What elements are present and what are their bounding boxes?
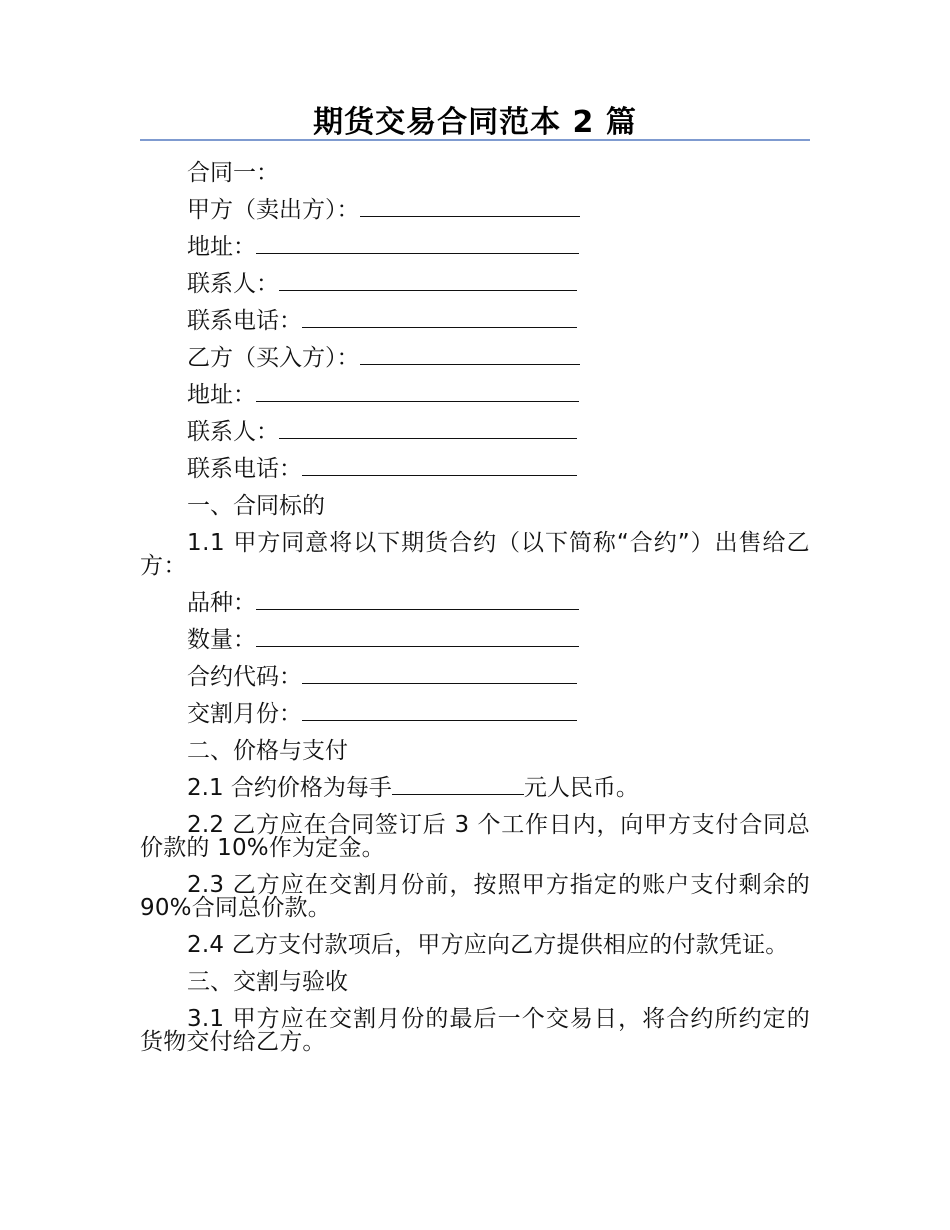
- party-b-contact-line: [140, 414, 810, 451]
- price-blank: [392, 772, 524, 795]
- party-b-label: 乙方（买入方）：: [187, 345, 360, 371]
- party-a-contact-label: 联系人：: [187, 271, 279, 297]
- clause-2-1-prefix: 2.1 合约价格为每手: [187, 775, 392, 801]
- party-a-address-line: [140, 229, 810, 266]
- party-b-address-blank: [256, 379, 579, 402]
- section2-heading: 二、价格与支付: [187, 738, 348, 764]
- quantity-label: 数量：: [187, 627, 256, 653]
- party-b-blank: [360, 342, 580, 365]
- party-a-blank: [360, 194, 580, 217]
- clause-2-1: [140, 770, 810, 807]
- party-a-contact-line: [140, 266, 810, 303]
- party-b-address-line: [140, 377, 810, 414]
- party-a-address-label: 地址：: [187, 234, 256, 260]
- contract-code-blank: [302, 661, 577, 684]
- party-a-phone-line: [140, 303, 810, 340]
- title-underline: [140, 139, 810, 141]
- party-a-contact-blank: [279, 268, 577, 291]
- party-b-contact-label: 联系人：: [187, 419, 279, 445]
- section1-heading: 一、合同标的: [187, 493, 325, 519]
- document-title: 期货交易合同范本 2 篇: [313, 105, 637, 140]
- party-b-phone-line: [140, 451, 810, 488]
- clause-2-1-suffix: 元人民币。: [523, 775, 639, 801]
- variety-blank: [256, 587, 579, 610]
- contract-code-line: [140, 659, 810, 696]
- party-a-phone-label: 联系电话：: [187, 308, 302, 334]
- section3-heading: 三、交割与验收: [187, 969, 348, 995]
- party-a-phone-blank: [302, 305, 577, 328]
- document-body: [140, 155, 810, 1061]
- delivery-month-label: 交割月份：: [187, 701, 302, 727]
- party-b-line: [140, 340, 810, 377]
- clause-3-1: 3.1 甲方应在交割月份的最后一个交易日，将合约所约定的货物交付给乙方。: [140, 1006, 810, 1055]
- party-a-line: [140, 192, 810, 229]
- contract-heading: 合同一：: [187, 160, 279, 186]
- party-b-phone-label: 联系电话：: [187, 456, 302, 482]
- clause-2-3: 2.3 乙方应在交割月份前，按照甲方指定的账户支付剩余的 90%合同总价款。: [140, 872, 810, 921]
- party-a-address-blank: [256, 231, 579, 254]
- delivery-month-line: [140, 696, 810, 733]
- clause-2-4: 2.4 乙方支付款项后，甲方应向乙方提供相应的付款凭证。: [187, 932, 789, 958]
- quantity-line: [140, 622, 810, 659]
- party-b-phone-blank: [302, 453, 577, 476]
- variety-line: [140, 585, 810, 622]
- party-a-label: 甲方（卖出方）：: [187, 197, 360, 223]
- contract-code-label: 合约代码：: [187, 664, 302, 690]
- clause-2-2: 2.2 乙方应在合同签订后 3 个工作日内，向甲方支付合同总价款的 10%作为定金。: [140, 812, 810, 861]
- party-b-contact-blank: [279, 416, 577, 439]
- delivery-month-blank: [302, 698, 577, 721]
- party-b-address-label: 地址：: [187, 382, 256, 408]
- quantity-blank: [256, 624, 579, 647]
- variety-label: 品种：: [187, 590, 256, 616]
- clause-1-1: 1.1 甲方同意将以下期货合约（以下简称“合约”）出售给乙方：: [140, 530, 810, 579]
